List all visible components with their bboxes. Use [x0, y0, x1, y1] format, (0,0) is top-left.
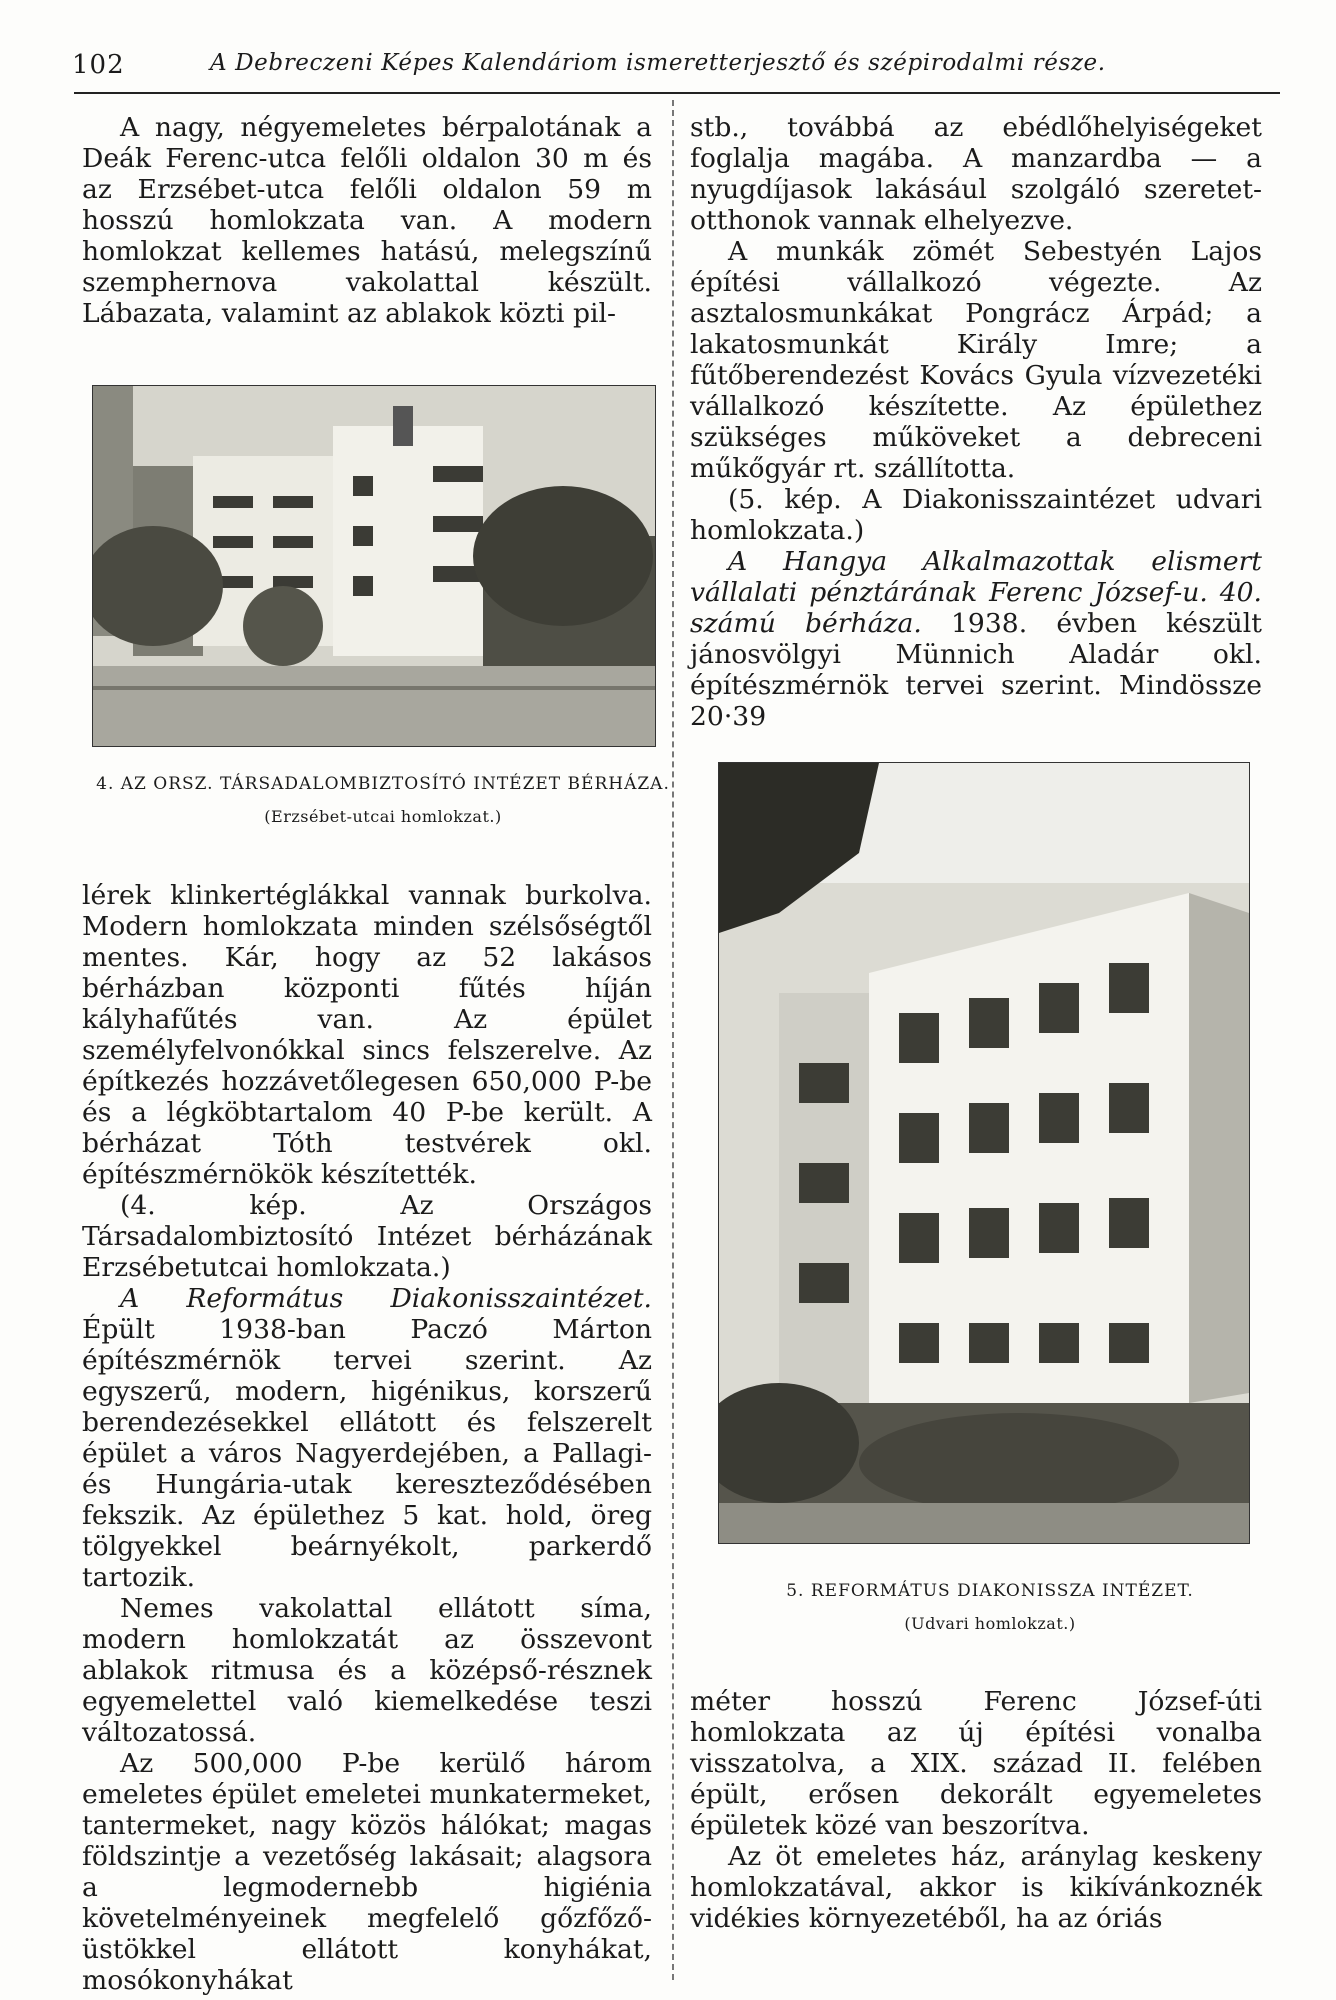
paragraph: méter hosszú Ferenc József-úti homlokzata az új építési vonalba visszatolva, a XIX. század II. felében épült, erősen dekorált egyemeletes épületek közé van beszorítva.	[690, 1686, 1262, 1841]
paragraph	[82, 1283, 652, 1593]
caption-subtitle: (Udvari homlokzat.)	[904, 1614, 1076, 1633]
section-title: A Református Diakonisszaintézet.	[120, 1283, 652, 1314]
paragraph: lérek klinkertéglákkal vannak burkolva. Modern homlokzata minden szélsőségtől mentes. Kár, hogy az 52 lakásos bérházban központi fűtés híján kályhafűtés van. Az épület személyfelvonókkal sincs felszerelve. Az építkezés hozzávetőlegesen 650,000 P-be és a légköbtartalom 40 P-be került. A bérházat Tóth testvérek okl. építészmérnökök készítették.	[82, 880, 652, 1190]
figure-4-caption	[96, 772, 670, 826]
photo-figure-4	[92, 385, 656, 747]
paragraph: A nagy, négyemeletes bérpalotának a Deák Ferenc-utca felőli oldalon 30 m és az Erzsébet-utca felőli oldalon 59 m hosszú homlokzata van. A modern homlokzat kellemes hatású, melegszínű szemphernova vakolattal készült. Lábazata, valamint az ablakok közti pil-	[82, 112, 652, 329]
right-column-top	[690, 112, 1262, 732]
paragraph: (5. kép. A Diakonisszaintézet udvari homlokzata.)	[690, 484, 1262, 546]
caption-title: 5. REFORMÁTUS DIAKONISSZA INTÉZET.	[786, 1581, 1194, 1601]
page-number: 102	[72, 50, 125, 80]
section-text: 1938. évben készült jánosvölgyi Münnich Aladár okl. építészmérnök tervei szerint. Mindössze 20·39	[690, 608, 1262, 732]
left-column-bottom	[82, 880, 652, 1996]
caption-subtitle: (Erzsébet-utcai homlokzat.)	[264, 807, 502, 826]
paragraph: A munkák zömét Sebestyén Lajos építési vállalkozó végezte. Az asztalosmunkákat Pongrácz Árpád; a lakatosmunkát Király Imre; a fűtőberendezést Kovács Gyula vízvezetéki vállalkozó készítette. Az épülethez szükséges műköveket a debreceni műkőgyár rt. szállította.	[690, 236, 1262, 484]
paragraph: Nemes vakolattal ellátott síma, modern homlokzatát az összevont ablakok ritmusa és a középső-résznek egyemelettel való kiemelkedése teszi változatossá.	[82, 1593, 652, 1748]
right-column-bottom	[690, 1686, 1262, 1934]
paragraph: stb., továbbá az ebédlőhelyiségeket foglalja magába. A manzardba — a nyugdíjasok lakásául szolgáló szeretet-otthonok vannak elhelyezve.	[690, 112, 1262, 236]
paragraph: (4. kép. Az Országos Társadalombiztosító Intézet bérházának Erzsébetutcai homlokzata.)	[82, 1190, 652, 1283]
paragraph: Az öt emeletes ház, aránylag keskeny homlokzatával, akkor is kikívánkoznék vidékies környezetéből, ha az óriás	[690, 1841, 1262, 1934]
caption-title: 4. AZ ORSZ. TÁRSADALOMBIZTOSÍTÓ INTÉZET BÉRHÁZA.	[96, 774, 670, 794]
figure-5-caption	[700, 1579, 1280, 1633]
running-head: A Debreczeni Képes Kalendáriom ismeretterjesztő és szépirodalmi része.	[210, 50, 1106, 76]
section-title: A Hangya Alkalmazottak elismert vállalati pénztárának Ferenc József-u. 40. számú bérháza.	[690, 546, 1262, 639]
apartment-building-photo	[93, 386, 655, 746]
column-divider	[672, 100, 674, 1980]
section-text: Épült 1938-ban Paczó Márton építészmérnök tervei szerint. Az egyszerű, modern, higénikus, korszerű berendezésekkel ellátott és felszerelt épület a város Nagyerdejében, a Pallagi- és Hungária-utak kereszteződésében fekszik. Az épülethez 5 kat. hold, öreg tölgyekkel beárnyékolt, parkerdő tartozik.	[82, 1314, 652, 1593]
photo-figure-5	[718, 762, 1250, 1544]
left-column-top	[82, 112, 652, 329]
paragraph	[690, 546, 1262, 732]
header-rule	[74, 92, 1280, 94]
deaconess-institute-photo	[719, 763, 1249, 1543]
paragraph: Az 500,000 P-be kerülő három emeletes épület emeletei munkatermeket, tantermeket, nagy közös hálókat; magas földszintje a vezetőség lakásait; alagsora a legmodernebb higiénia követelményeinek megfelelő gőzfőző-üstökkel ellátott konyhákat, mosókonyhákat	[82, 1748, 652, 1996]
